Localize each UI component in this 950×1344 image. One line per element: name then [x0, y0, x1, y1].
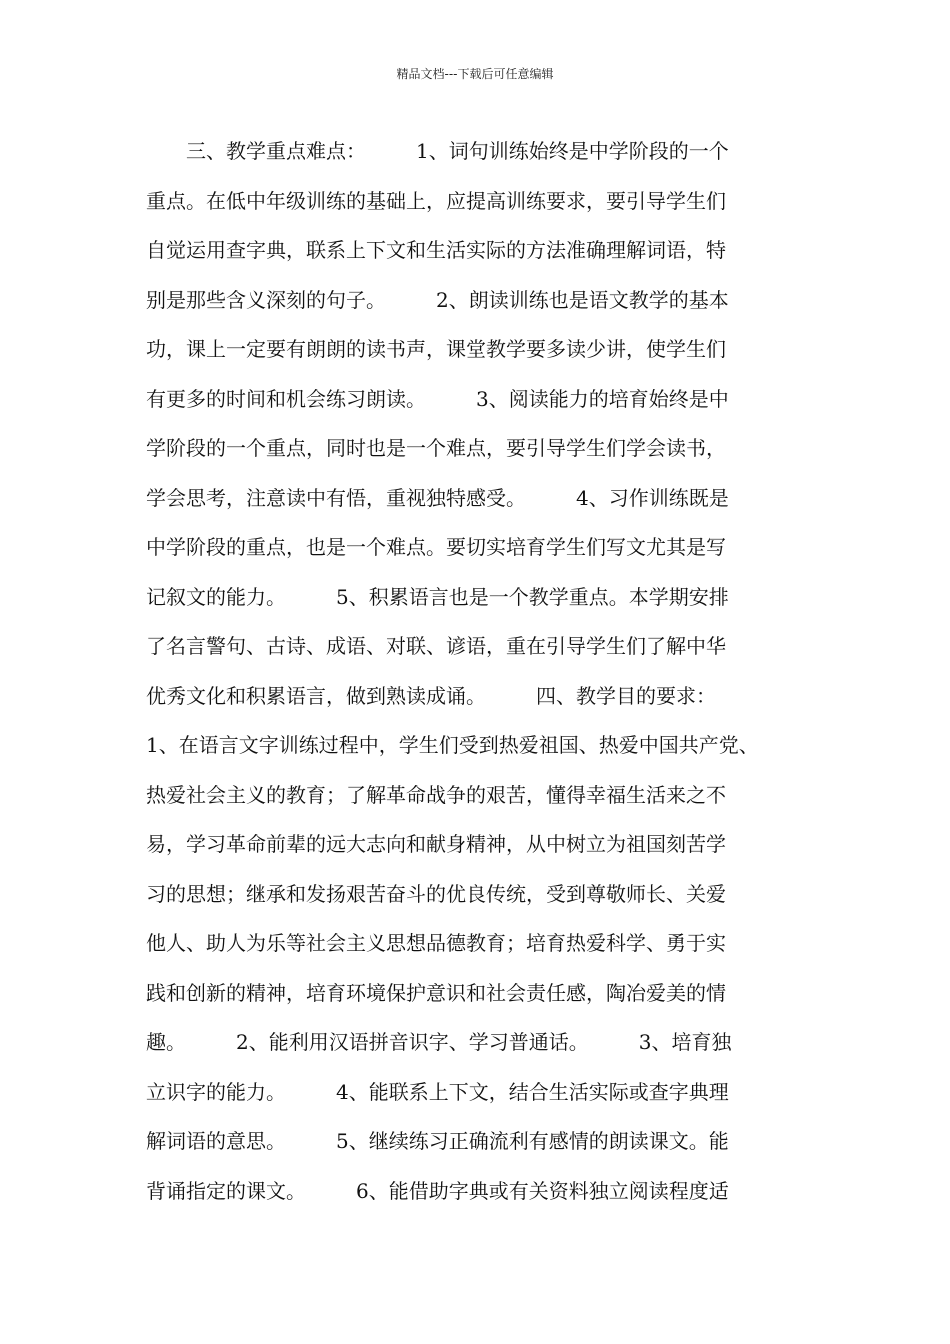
text-line: 易，学习革命前辈的远大志向和献身精神，从中树立为祖国刻苦学	[146, 832, 726, 856]
text-line: 别是那些含义深刻的句子。 2、朗读训练也是语文教学的基本	[146, 287, 729, 312]
text-line: 优秀文化和积累语言，做到熟读成诵。 四、教学目的要求：	[146, 683, 716, 708]
text-line: 中学阶段的重点，也是一个难点。要切实培育学生们写文尤其是写	[146, 535, 726, 559]
text-line: 了名言警句、古诗、成语、对联、谚语，重在引导学生们了解中华	[146, 634, 726, 658]
text-line: 背诵指定的课文。 6、能借助字典或有关资料独立阅读程度适	[146, 1178, 729, 1203]
text-line: 三、教学重点难点： 1、词句训练始终是中学阶段的一个	[146, 139, 729, 163]
page-header: 精品文档---下载后可任意编辑	[396, 67, 554, 81]
text-line: 重点。在低中年级训练的基础上，应提高训练要求，要引导学生们	[146, 188, 726, 213]
text-line: 功，课上一定要有朗朗的读书声，课堂教学要多读少讲，使学生们	[146, 337, 726, 361]
text-line: 记叙文的能力。 5、积累语言也是一个教学重点。本学期安排	[146, 584, 729, 609]
text-line: 趣。 2、能利用汉语拼音识字、学习普通话。 3、培育独	[146, 1030, 732, 1054]
text-line: 热爱社会主义的教育；了解革命战争的艰苦，懂得幸福生活来之不	[146, 782, 726, 807]
text-line: 解词语的意思。 5、继续练习正确流利有感情的朗读课文。能	[146, 1129, 729, 1153]
body-text	[146, 133, 836, 1222]
text-line: 学阶段的一个重点，同时也是一个难点，要引导学生们学会读书，	[146, 436, 726, 460]
text-line: 践和创新的精神，培育环境保护意识和社会责任感，陶冶爱美的情	[146, 980, 726, 1005]
text-line: 他人、助人为乐等社会主义思想品德教育；培育热爱科学、勇于实	[146, 931, 726, 955]
text-line: 自觉运用查字典，联系上下文和生活实际的方法准确理解词语，特	[146, 238, 726, 262]
text-line: 习的思想；继承和发扬艰苦奋斗的优良传统，受到尊敬师长、关爱	[146, 881, 726, 906]
text-line: 立识字的能力。 4、能联系上下文，结合生活实际或查字典理	[146, 1079, 729, 1104]
text-line: 有更多的时间和机会练习朗读。 3、阅读能力的培育始终是中	[146, 386, 729, 411]
text-line: 学会思考，注意读中有悟，重视独特感受。 4、习作训练既是	[146, 485, 729, 510]
text-line: 1、在语言文字训练过程中，学生们受到热爱祖国、热爱中国共产党、	[146, 733, 759, 757]
